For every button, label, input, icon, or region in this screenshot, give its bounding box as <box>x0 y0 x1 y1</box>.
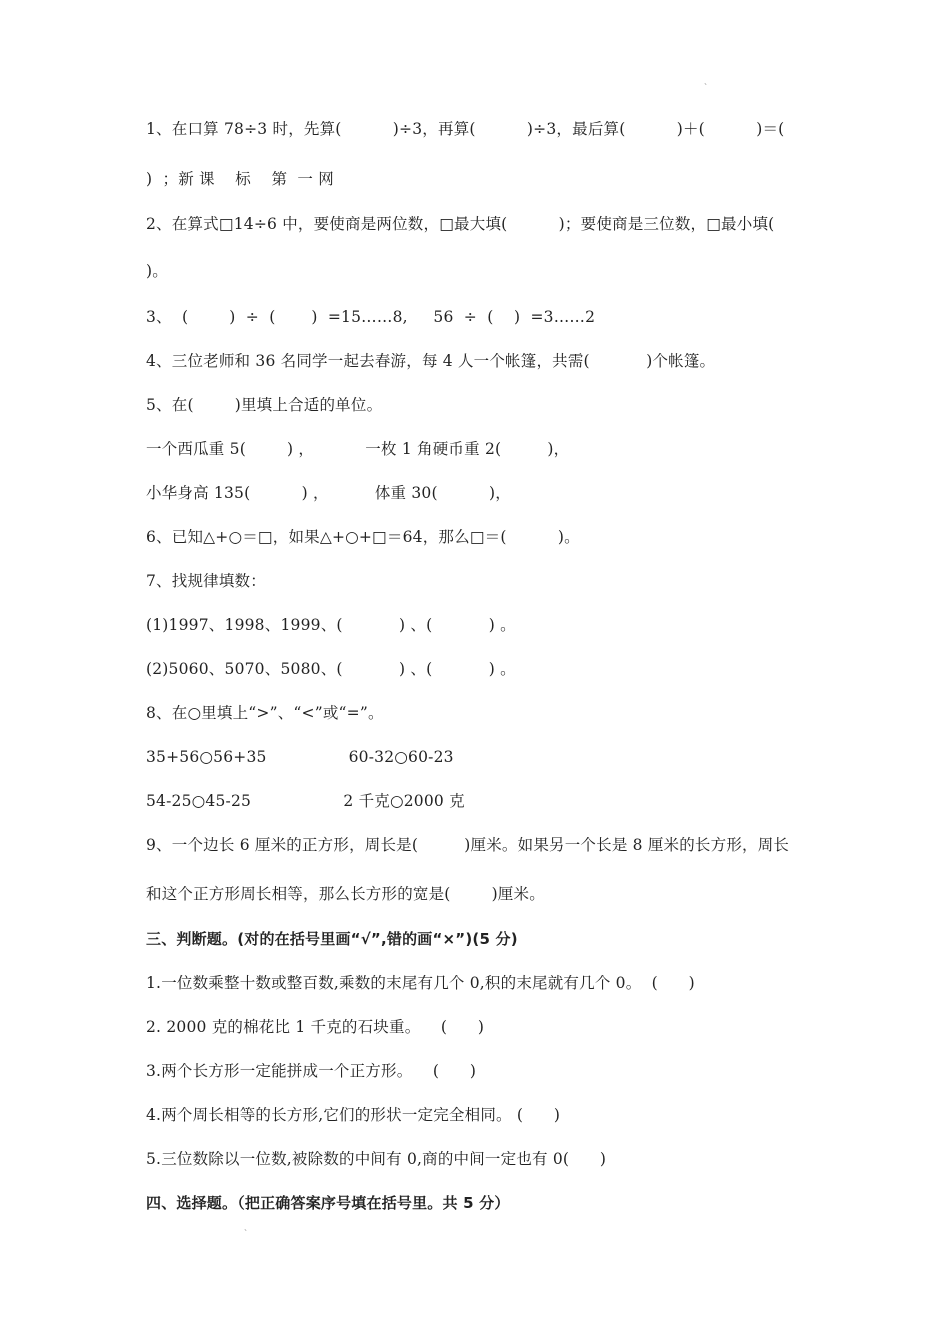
q9-line-a: 9、一个边长 6 厘米的正方形，周长是( )厘米。如果另一个长是 8 厘米的长方形，周长 <box>146 836 790 854</box>
q4-line: 4、三位老师和 36 名同学一起去春游，每 4 人一个帐篷，共需( )个帐篷。 <box>146 352 716 370</box>
q7-sub-1: (1)1997、1998、1999、( ) 、( ) 。 <box>146 616 516 634</box>
q8-sub-b: 54-25○45-25 2 千克○2000 克 <box>146 792 465 810</box>
section-3-heading: 三、判断题。(对的在括号里画“√”,错的画“×”)(5 分) <box>146 930 518 948</box>
judge-item-2: 2. 2000 克的棉花比 1 千克的石块重。 ( ) <box>146 1018 485 1036</box>
q6-line: 6、已知△+○＝□，如果△+○+□＝64，那么□＝( )。 <box>146 528 580 546</box>
q1-line-a: 1、在口算 78÷3 时，先算( )÷3，再算( )÷3，最后算( )＋( )＝( <box>146 120 785 138</box>
corner-mark-bottom: 、 <box>244 1223 252 1232</box>
judge-item-4: 4.两个周长相等的长方形,它们的形状一定完全相同。 ( ) <box>146 1106 561 1124</box>
section-4-heading: 四、选择题。（把正确答案序号填在括号里。共 5 分） <box>146 1194 510 1212</box>
corner-mark-top: 、 <box>704 77 712 86</box>
q2-line-a: 2、在算式□14÷6 中，要使商是两位数，□最大填( )；要使商是三位数，□最小填( <box>146 215 775 233</box>
q8-sub-a: 35+56○56+35 60-32○60-23 <box>146 748 454 766</box>
q9-line-b: 和这个正方形周长相等，那么长方形的宽是( )厘米。 <box>146 885 545 903</box>
q7-sub-2: (2)5060、5070、5080、( ) 、( ) 。 <box>146 660 516 678</box>
q8-line: 8、在○里填上“>”、“<”或“=”。 <box>146 704 384 722</box>
q1-line-b: ) ；新 课 标 第 一 网 <box>146 170 334 188</box>
q3-line: 3、 ( ) ÷ ( ) =15……8, 56 ÷ ( ) =3……2 <box>146 308 596 326</box>
q5-sub-b: 小华身高 135( ) ， 体重 30( )， <box>146 484 511 502</box>
q2-line-b: )。 <box>146 262 168 280</box>
q5-line: 5、在( )里填上合适的单位。 <box>146 396 383 414</box>
judge-item-1: 1.一位数乘整十数或整百数,乘数的末尾有几个 0,积的末尾就有几个 0。 ( ) <box>146 974 695 992</box>
q7-line: 7、找规律填数： <box>146 572 266 590</box>
judge-item-3: 3.两个长方形一定能拼成一个正方形。 ( ) <box>146 1062 477 1080</box>
judge-item-5: 5.三位数除以一位数,被除数的中间有 0,商的中间一定也有 0( ) <box>146 1150 607 1168</box>
q5-sub-a: 一个西瓜重 5( ) ， 一枚 1 角硬币重 2( )， <box>146 440 570 458</box>
